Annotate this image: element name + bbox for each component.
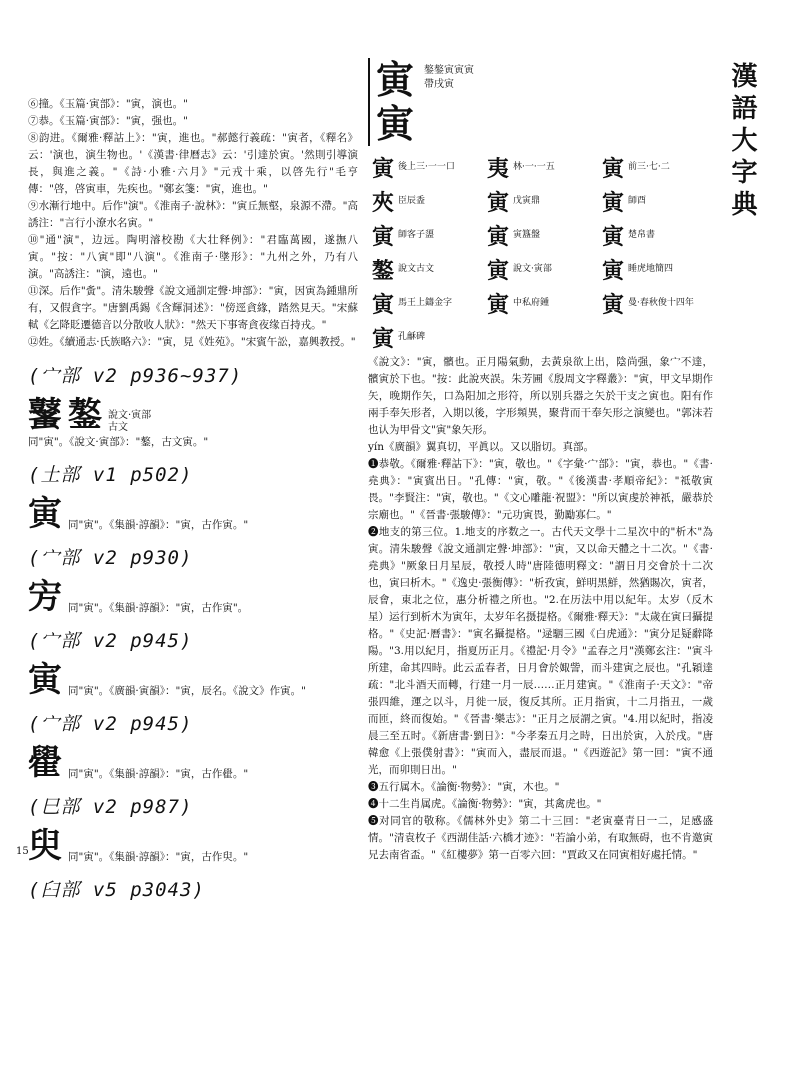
ancient-form-glyph: 夾 [371,189,394,216]
headword-variants: 帶戌寅 [424,79,455,90]
form-cell [483,254,598,285]
forms-row [368,252,713,286]
ancient-form-glyph: 寅 [371,325,394,352]
form-cell [368,186,483,217]
ancient-form-glyph: 寅 [601,155,624,182]
definition-6: ⑥撞。《玉篇·寅部》："寅，演也。" [28,98,188,110]
ancient-form-glyph: 寅 [371,291,394,318]
handwritten-note: (宀部 v2 p936~937) [28,365,243,387]
form-source: 說文·寅部 [513,263,552,274]
form-source: 孔龢碑 [398,331,426,342]
variant-entry [28,396,358,434]
ancient-form-glyph: 寅 [601,291,624,318]
form-cell [368,322,483,353]
ancient-form-glyph: 夷 [486,155,509,182]
variant-text: 同"寅"。《集韻·諄韻》："寅，古作寅。" [68,519,249,531]
form-source: 林·一·一五 [513,161,555,172]
source-note: 古文 [108,422,128,433]
form-cell [598,186,713,217]
handwritten-note: (宀部 v2 p945) [28,713,193,735]
dictionary-title: 漢語大字典 [727,62,757,222]
variant-glyph: 寅 [28,660,62,700]
source-note: 說文·寅部 [108,410,152,421]
variant-entry [28,744,358,782]
variant-glyph: 寅 [28,494,62,534]
variant-glyph: 鼜 [28,395,62,435]
form-cell [598,152,713,183]
form-source: 寅簋盤 [513,229,541,240]
ancient-form-glyph: 寅 [486,291,509,318]
variant-text: 同"寅"。《集韻·諄韻》："寅，古作寅"。 [68,602,249,614]
form-source: 楚帛書 [628,229,656,240]
definition-4: ❹十二生肖属虎。《論衡·物勢》："寅，其禽虎也。" [368,798,602,810]
variant-glyph: 雤 [28,743,62,783]
form-cell [483,288,598,319]
form-cell [598,288,713,319]
variant-glyph: 臾 [28,826,62,866]
etymology-paragraph: 《說文》："寅，髕也。正月陽氣動，去黃泉欲上出，陰尚强，象宀不達，髕寅於下也。"按：此說夾誤。朱芳圃《殷周文字釋叢》："寅，甲文早期作矢，晚期作矢，口為阳加之形符，所以别兵器之矢於干支之寅也。阳有作兩手奉矢形者，入期以後，字形頻異，聚背而干奉矢形之演變也。"郭沫若也认为甲骨文"寅"象矢形。 [368,356,713,436]
definition-12: ⑫姓。《續通志·氏族略六》："寅，見《姓苑》。"宋賓午訟，嘉興教授。" [28,336,356,348]
headword-glyph: 寅 [368,58,414,102]
headword-info [424,64,474,92]
form-cell [368,152,483,183]
handwritten-note: (巳部 v2 p987) [28,796,193,818]
variant-entry [28,661,358,699]
handwritten-note: (宀部 v2 p930) [28,547,193,569]
form-cell [598,254,713,285]
entry-header [368,58,713,146]
form-source: 中私府鍾 [513,297,550,308]
form-source: 睡虎地簡四 [628,263,674,274]
form-cell [598,220,713,251]
ancient-form-glyph: 寅 [486,189,509,216]
variant-entry [28,578,358,616]
form-source: 臣辰盉 [398,195,426,206]
definition-1: ❶恭敬。《爾雅·釋詁下》："寅，敬也。"《字彙·宀部》："寅，恭也。"《書·堯典》："寅賓出日。"孔傳："寅，敬。"《後漢書·孝順帝紀》："祗敬寅畏。"李賢注："寅，敬也。"《文心雕龍·祝盟》："所以寅虔於神祇，嚴恭於宗廟也。"《晉書·張駿傳》："元功寅畏，勤勵寡仁。" [368,458,713,521]
ancient-form-glyph: 鏊 [371,257,394,284]
ancient-forms-table [368,150,713,354]
variant-text: 同"寅"。《集韻·諄韻》："寅，古作臾。" [68,851,249,863]
form-source: 師酉 [628,195,647,206]
page-number: 15 [16,846,29,857]
pronunciation-line: yín《廣韻》翼真切，平眞以。又以脂切。真部。 [368,441,595,453]
form-source: 曼·春秋俊十四年 [628,297,694,308]
headword-glyph: 寅 [368,102,414,146]
form-source: 戊寅鼎 [513,195,541,206]
definition-3: ❸五行属木。《論衡·物勢》："寅，木也。" [368,781,560,793]
forms-row [368,184,713,218]
forms-row [368,150,713,184]
forms-row [368,286,713,320]
left-column [28,96,358,910]
variant-glyph: 㝑 [28,577,62,617]
handwritten-note: (宀部 v2 p945) [28,630,193,652]
definition-7: ⑦恭。《玉篇·寅部》："寅，强也。" [28,115,188,127]
definition-11: ⑪深。后作"夤"。清朱駿聲《說文通訓定聲·坤部》："寅，因寅為鍾鼎所有，又假貪字。"唐劉禹錫《含輝洞述》："傍逕貪緣，踏然見天。"宋蘇軾《乞降貶遷德音以分散收人狀》："然天下事寄貪夜缘百持戎。" [28,285,358,331]
headword-variants: 鏊鏊寅寅寅 [424,65,475,76]
handwritten-note: (土部 v1 p502) [28,464,193,486]
ancient-form-glyph: 寅 [601,223,624,250]
forms-row [368,218,713,252]
variant-entry [28,495,358,533]
form-cell [483,186,598,217]
ancient-form-glyph: 寅 [486,223,509,250]
form-source: 後上三·一一口 [398,161,455,172]
ancient-form-glyph: 寅 [601,189,624,216]
definition-2: ❷地支的第三位。1.地支的序数之一。古代天文學十二星次中的"析木"為寅。清朱駿聲《說文通訓定聲·坤部》："寅，又以命天體之十二次。"《書·堯典》"厥象日月星辰，敬授人時"唐陸德明釋文："謂日月交會於十二次也，寅曰析木。"《逸史·張衡傳》："析孜寅，鮮明黑鮮，然猶賜次，寅者，辰會，東北之位，惠分析禮之所也。"2.在历法中用以紀年。太岁（反木星）运行到析木为寅年，太岁年名摄提格。《爾雅·釋天》："太歲在寅曰攝提格。"《史記·曆書》："寅名攝提格。"逯駰三國《白虎通》："寅分足疑辭降陽。"3.用以紀月，指夏历正月。《禮記·月令》"孟春之月"漢鄭玄注："寅斗所建，命其四時。此云孟春者，日月會於娵訾，而斗建寅之辰也。"孔穎達疏："北斗酒天而轉，行建一月一辰……正月建寅。"《淮南子·天文》："帝張四維，運之以斗，月徙一辰，復反其所。正月指寅，十二月指丑，一歲而匝，終而復始。"《晉書·樂志》："正月之辰謂之寅。"4.用以紀时，指凌晨三至五时。《新唐書·劉日》："今孝秦五月之時，日出於寅，入於戌。"唐韓愈《上張僕射書》："寅而入，盡辰而退。"《西遊記》第一回："寅不通光，而卯則日出。" [368,526,713,776]
form-cell [368,220,483,251]
form-cell [368,254,483,285]
ancient-form-glyph: 寅 [371,155,394,182]
variant-glyph: 鏊 [68,395,102,435]
form-source: 說文古文 [398,263,435,274]
ancient-form-glyph: 寅 [601,257,624,284]
variant-entry [28,827,358,865]
handwritten-note: (臼部 v5 p3043) [28,879,205,901]
form-source: 馬王上鑄金字 [398,297,453,308]
ancient-form-glyph: 寅 [486,257,509,284]
variant-text: 同"寅"。《說文·寅部》："鏊，古文寅。" [28,436,209,448]
ancient-form-glyph: 寅 [371,223,394,250]
right-column [368,58,713,864]
definition-10: ⑩"通"演"，边远。陶明濬校勘《大壮释例》："君臨萬國，遂撫八寅。"按："八寅"即"八演"。《淮南子·墬形》："九州之外，乃有八演。"高誘注："演，遠也。" [28,234,358,280]
definition-9: ⑨水漸行地中。后作"演"。《淮南子·說林》："寅丘無壑，泉源不滯。"高誘注："言行小潦水名寅。" [28,200,358,229]
variant-text: 同"寅"。《廣韻·寅韻》："寅，辰名。《說文》作寅。" [68,685,306,697]
form-source: 前三·七·二 [628,161,670,172]
form-cell [483,220,598,251]
form-cell [483,152,598,183]
form-cell [368,288,483,319]
form-source: 師客子盨 [398,229,435,240]
forms-row [368,320,713,354]
definition-5: ❺对同官的敬称。《儒林外史》第二十三回："老寅臺青日一二，足感盛情。"清袁枚子《西湖佳話·六橋才迹》："若論小弟，有取無碍，也不肯邀寅兄去南省盃。"《紅樓夢》第一百零六回："賈政又在同寅相好處托情。" [368,815,713,861]
definition-8: ⑧韵进。《爾雅·釋詁上》："寅，進也。"郝懿行義疏："寅者，《釋名》云：'演也，演生物也。'《漢書·律曆志》云：'引達於寅。'然則引導演長，與進之義。"《詩·小雅·六月》"元戎十乘，以啓先行"毛亨傳："啓，啓寅車，先疾也。"鄭玄箋："寅，進也。" [28,132,358,195]
variant-text: 同"寅"。《集韻·諄韻》："寅，古作雤。" [68,768,249,780]
